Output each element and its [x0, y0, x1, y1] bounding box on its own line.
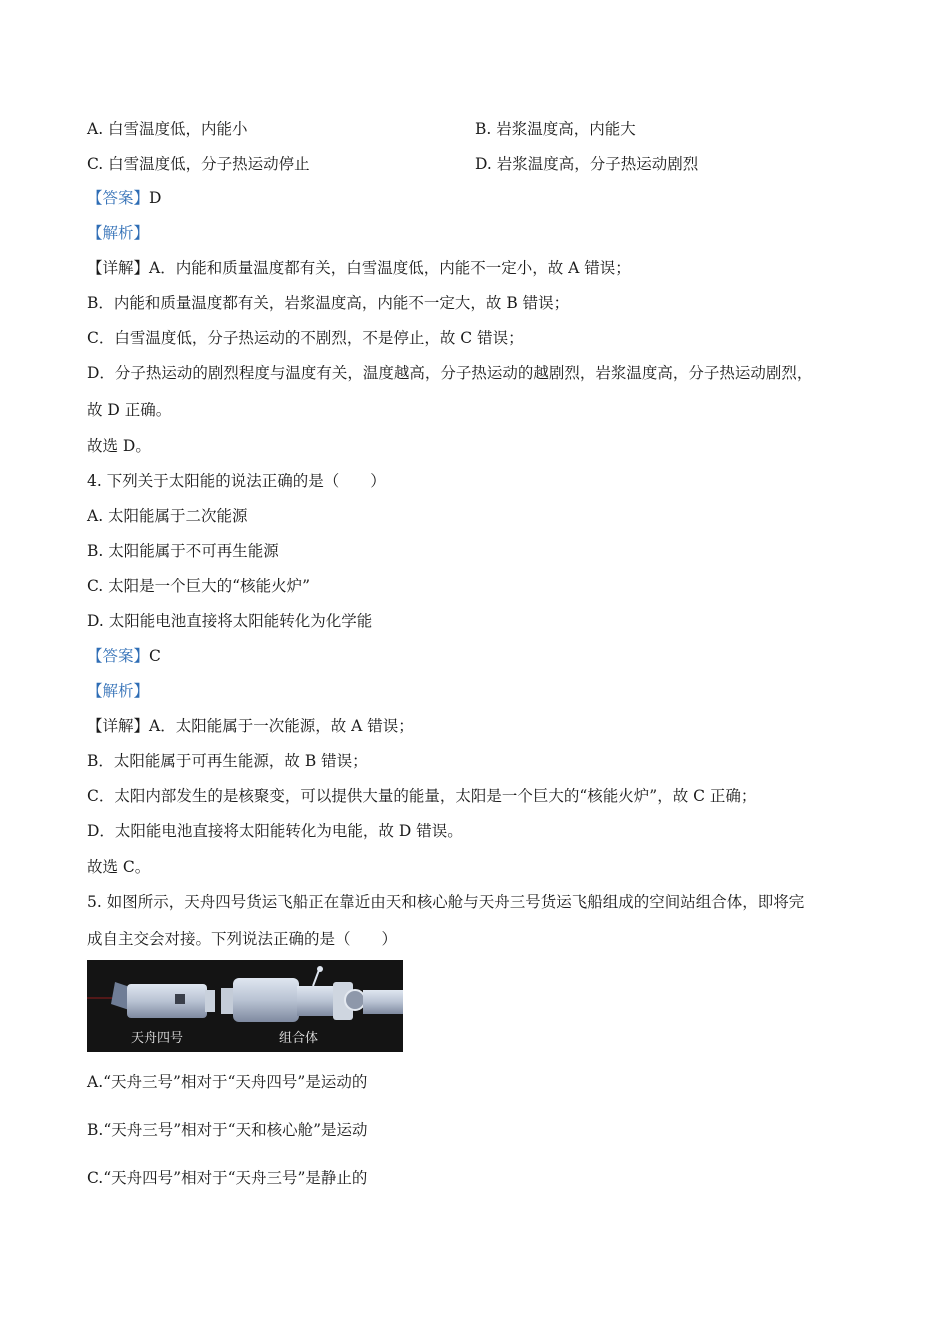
q3-option-b: B. 岩浆温度高，内能大: [475, 120, 636, 138]
q4-detail-line2: B．太阳能属于可再生能源，故 B 错误；: [87, 752, 368, 770]
answer-value: C: [149, 647, 161, 665]
answer-tag: 【答案】: [87, 647, 150, 665]
label-tianzhou-4: 天舟四号: [131, 1031, 184, 1046]
q4-conclusion: 故选 C。: [87, 858, 151, 876]
q4-option-a: A. 太阳能属于二次能源: [87, 507, 248, 525]
q4-answer: [87, 646, 161, 666]
q3-option-d: D. 岩浆温度高，分子热运动剧烈: [475, 155, 699, 173]
q3-detail-line3: C．白雪温度低，分子热运动的不剧烈，不是停止，故 C 错误；: [87, 329, 524, 347]
q5-option-b: B.“天舟三号”相对于“天和核心舱”是运动: [87, 1121, 368, 1139]
q5-option-c: C.“天舟四号”相对于“天舟三号”是静止的: [87, 1169, 368, 1187]
answer-value: D: [149, 189, 162, 207]
q4-option-d: D. 太阳能电池直接将太阳能转化为化学能: [87, 612, 373, 630]
q3-detail-line4: D．分子热运动的剧烈程度与温度有关，温度越高，分子热运动的越剧烈，岩浆温度高，分子热运动剧烈，: [87, 364, 813, 382]
label-combination: 组合体: [279, 1031, 319, 1046]
q3-option-c: C. 白雪温度低，分子热运动停止: [87, 155, 310, 173]
q4-detail-line4: D．太阳能电池直接将太阳能转化为电能，故 D 错误。: [87, 822, 463, 840]
q4-stem: 4. 下列关于太阳能的说法正确的是（ ）: [87, 472, 386, 490]
space-station-figure: [87, 960, 403, 1052]
q5-stem-line1: 5. 如图所示，天舟四号货运飞船正在靠近由天和核心舱与天舟三号货运飞船组成的空间站组合体，即将完: [87, 893, 805, 911]
detail-text: A．内能和质量温度都有关，白雪温度低，内能不一定小，故 A 错误；: [149, 259, 631, 277]
detail-text: A．太阳能属于一次能源，故 A 错误；: [149, 717, 414, 735]
detail-tag: 【详解】: [87, 259, 150, 277]
q5-stem-line2: 成自主交会对接。下列说法正确的是（ ）: [87, 930, 398, 948]
q3-option-a: A. 白雪温度低，内能小: [87, 120, 248, 138]
q5-option-a: A.“天舟三号”相对于“天舟四号”是运动的: [87, 1073, 368, 1091]
q3-conclusion: 故选 D。: [87, 437, 151, 455]
q4-detail-line3: C．太阳内部发生的是核聚变，可以提供大量的能量，太阳是一个巨大的“核能火炉”，故 C 正确；: [87, 787, 757, 805]
q3-detail-line1: [87, 258, 631, 278]
q3-analysis-tag: 【解析】: [87, 224, 150, 242]
q4-analysis-tag: 【解析】: [87, 682, 150, 700]
q4-option-b: B. 太阳能属于不可再生能源: [87, 542, 279, 560]
q4-detail-line1: [87, 716, 414, 736]
q4-option-c: C. 太阳是一个巨大的“核能火炉”: [87, 577, 311, 595]
q3-answer: [87, 188, 161, 208]
answer-tag: 【答案】: [87, 189, 150, 207]
detail-tag: 【详解】: [87, 717, 150, 735]
q3-detail-line2: B．内能和质量温度都有关，岩浆温度高，内能不一定大，故 B 错误；: [87, 294, 570, 312]
q3-detail-line5: 故 D 正确。: [87, 401, 172, 419]
